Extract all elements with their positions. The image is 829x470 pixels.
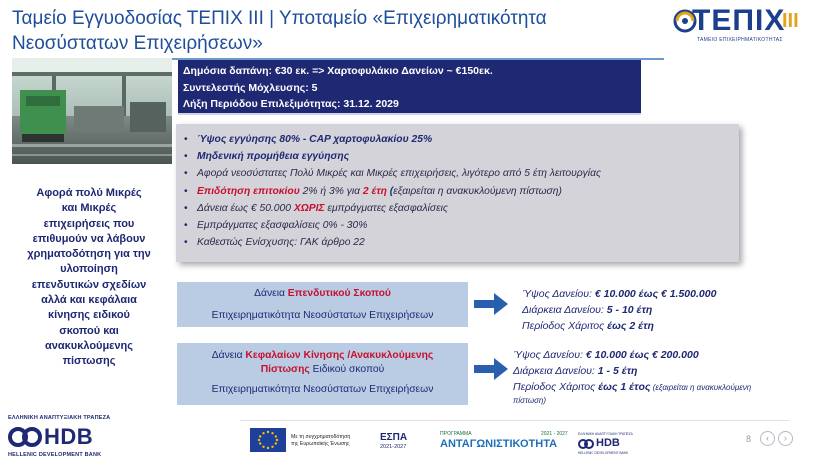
loan-investment-subtitle: Επιχειρηματικότητα Νεοσύστατων Επιχειρήσεων	[211, 310, 434, 321]
loan-investment-title: Επενδυτικού Σκοπού	[287, 288, 391, 299]
bullet-dot-icon: •	[184, 220, 188, 232]
target-description: Αφορά πολύ Μικρές και Μικρές επιχειρήσεις που επιθυμούν να λάβουν χρηματοδότηση για την υλοποίηση επενδυτικών σχεδίων αλλά και κεφάλαια κίνησης ειδικού σκοπού και ανακυκλούμενης πίστωσης	[27, 187, 151, 368]
summary-public-spending: Δημόσια δαπάνη: €30 εκ. => Χαρτοφυλάκιο Δανείων ~ €150εκ.	[183, 65, 493, 77]
next-page-button[interactable]: ›	[778, 431, 793, 446]
hdb-logo-top-text: ΕΛΛΗΝΙΚΗ ΑΝΑΠΤΥΞΙΑΚΗ ΤΡΑΠΕΖΑ	[8, 415, 111, 421]
hdb-small-logo: ΕΛΛΗΝΙΚΗ ΑΝΑΠΤΥΞΙΑΚΗ ΤΡΑΠΕΖΑ HDB HELLENIC DEVELOPMENT BANK	[578, 432, 633, 455]
eu-cofunding-text: Με τη συγχρηματοδότηση της Ευρωπαϊκής Ένωσης	[291, 434, 351, 447]
loan-working-capital-subtitle: Επιχειρηματικότητα Νεοσύστατων Επιχειρήσεων	[211, 384, 434, 395]
loan-working-capital-title: Κεφαλαίων Κίνησης /Ανακυκλούμενης	[245, 350, 434, 361]
feature-aid-regime: • Καθεστώς Ενίσχυσης: ΓΑΚ άρθρο 22	[184, 234, 731, 251]
feature-target-companies: • Αφορά νεοσύστατες Πολύ Μικρές και Μικρές επιχειρήσεις, λιγότερο από 5 έτη λειτουργίας	[184, 165, 731, 182]
bullet-dot-icon: •	[184, 151, 188, 163]
bullet-dot-icon: •	[184, 168, 188, 180]
loan-investment-grace: Περίοδος Χάριτος έως 2 έτη	[522, 320, 654, 332]
summary-eligibility-end: Λήξη Περιόδου Επιλεξιμότητας: 31.12. 2029	[183, 98, 399, 110]
feature-guarantee: • Ύψος εγγύησης 80% - CAP χαρτοφυλακίου 25%	[184, 131, 731, 148]
loan-working-capital-grace: Περίοδος Χάριτος έως 1 έτος (εξαιρείται η ανακυκλούμενη	[513, 381, 752, 393]
tepix-logo	[670, 4, 822, 46]
page-title-line2: Νεοσύστατων Επιχειρήσεων»	[12, 33, 263, 54]
features-box	[176, 124, 739, 262]
bullet-dot-icon: •	[184, 185, 188, 197]
page-number: 8	[746, 434, 752, 444]
espa-logo	[374, 432, 416, 456]
eu-flag-icon	[250, 428, 286, 452]
loan-working-capital-amount: Ύψος Δανείου: € 10.000 έως € 200.000	[513, 349, 699, 361]
loan-working-capital-terms	[513, 347, 751, 406]
hdb-logo-bottom-text: HELLENIC DEVELOPMENT BANK	[8, 452, 102, 458]
tepix-logo-word: ΤΕΠΙΧ	[692, 4, 786, 37]
page-title	[12, 6, 652, 56]
page-title-line1: Ταμείο Εγγυοδοσίας ΤΕΠΙΧ ΙΙΙ | Υποταμείο «Επιχειρηματικότητα	[12, 8, 547, 29]
summary-leverage: Συντελεστής Μόχλευσης: 5	[183, 81, 318, 94]
factory-photo	[12, 58, 172, 164]
summary-box	[178, 60, 641, 115]
espa-logo-word: ΕΣΠΑ	[380, 432, 408, 443]
arrow-right-icon	[474, 293, 508, 315]
bullet-dot-icon: •	[184, 134, 188, 145]
loan-working-capital-grace-note: πίστωση)	[513, 396, 546, 405]
feature-zero-fee: • Μηδενική προμήθεια εγγύησης	[184, 148, 731, 165]
arrow-right-icon	[474, 358, 508, 380]
antagonistikotita-logo-word: ΑΝΤΑΓΩΝΙΣΤΙΚΟΤΗΤΑ	[440, 438, 558, 450]
hdb-small-mark-icon	[578, 438, 594, 450]
hdb-logo	[8, 415, 138, 467]
hdb-logo-word: HDB	[44, 424, 94, 449]
espa-logo-years: 2021-2027	[380, 444, 407, 450]
previous-page-button[interactable]: ‹	[760, 431, 775, 446]
feature-interest-subsidy: • Επιδότηση επιτοκίου 2% ή 3% για 2 έτη (εξαιρείται η ανακυκλούμενη πίστωση)	[184, 183, 731, 200]
loan-investment-duration: Διάρκεια Δανείου: 5 - 10 έτη	[522, 304, 653, 316]
feature-collateral-range: • Εμπράγματες εξασφαλίσεις 0% - 30%	[184, 217, 731, 234]
loan-working-capital-box: Δάνεια Κεφαλαίων Κίνησης /Ανακυκλούμενης Πίστωσης Ειδικού σκοπού Επιχειρηματικότητα Νεοσύστατων Επιχειρήσεων	[177, 343, 468, 405]
loan-investment-amount: Ύψος Δανείου: € 10.000 έως € 1.500.000	[522, 288, 717, 300]
bullet-dot-icon: •	[184, 202, 188, 214]
hdb-mark-icon	[8, 425, 42, 449]
loan-working-capital-duration: Διάρκεια Δανείου: 1 - 5 έτη	[513, 365, 638, 377]
tepix-logo-numeral: III	[782, 10, 799, 32]
feature-no-collateral: • Δάνεια έως € 50.000 ΧΩΡΙΣ εμπράγματες εξασφαλίσεις	[184, 200, 731, 217]
tepix-logo-subtitle: ΤΑΜΕΙΟ ΕΠΙΧΕΙΡΗΜΑΤΙΚΟΤΗΤΑΣ	[697, 37, 783, 43]
loan-investment-box: Δάνεια Επενδυτικού Σκοπού Επιχειρηματικότητα Νεοσύστατων Επιχειρήσεων	[177, 282, 468, 327]
bullet-dot-icon: •	[184, 237, 188, 249]
loan-investment-terms	[522, 286, 716, 334]
